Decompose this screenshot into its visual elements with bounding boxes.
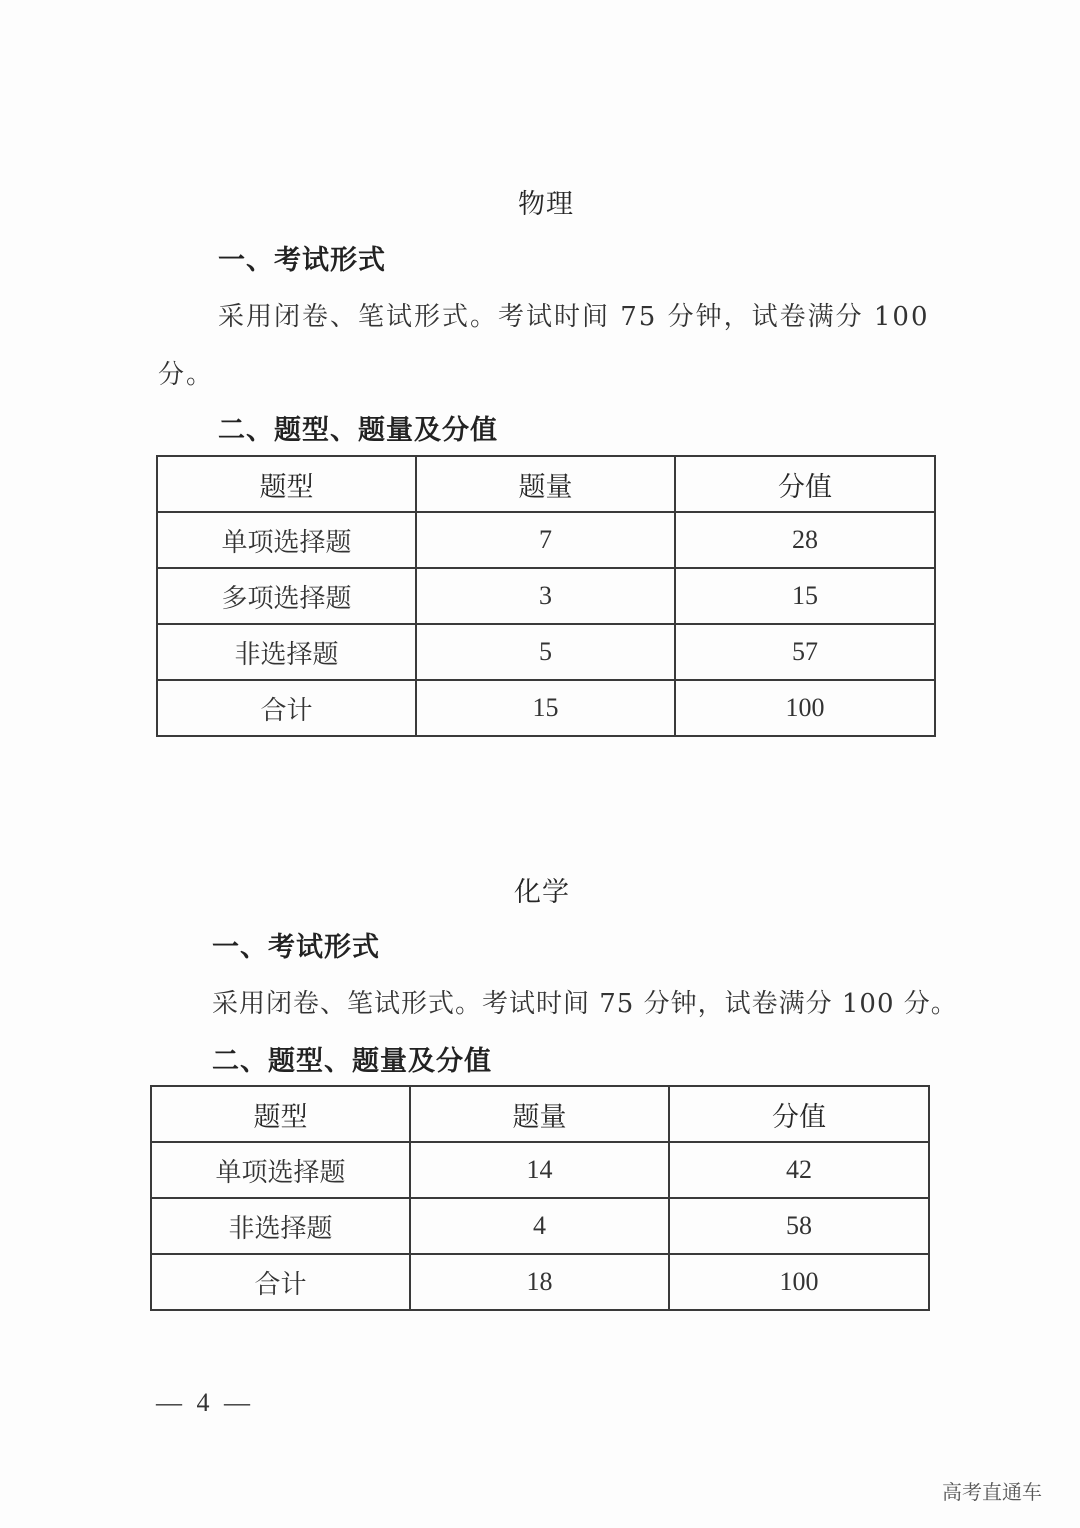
section-title-chemistry: 化学: [514, 877, 570, 908]
cell-score: 100: [675, 680, 935, 736]
header-count: 题量: [416, 456, 675, 512]
cell-score: 28: [675, 512, 935, 568]
table-header-row: [157, 456, 935, 512]
question-types-heading: 二、题型、题量及分值: [212, 1046, 492, 1077]
cell-type: 非选择题: [151, 1198, 410, 1254]
table-row: [157, 624, 935, 680]
exam-format-heading: 一、考试形式: [218, 245, 386, 276]
exam-format-text-cont: 分。: [158, 360, 215, 390]
header-score: 分值: [675, 456, 935, 512]
question-types-heading: 二、题型、题量及分值: [218, 415, 498, 446]
cell-count: 3: [416, 568, 675, 624]
table-row: [151, 1142, 929, 1198]
cell-count: 15: [416, 680, 675, 736]
exam-format-heading: 一、考试形式: [212, 932, 380, 963]
header-type: 题型: [151, 1086, 410, 1142]
cell-count: 18: [410, 1254, 669, 1310]
cell-count: 14: [410, 1142, 669, 1198]
header-count: 题量: [410, 1086, 669, 1142]
table-total-row: [151, 1254, 929, 1310]
cell-score: 58: [669, 1198, 929, 1254]
cell-score: 15: [675, 568, 935, 624]
watermark: 高考直通车: [942, 1480, 1042, 1504]
cell-type: 单项选择题: [151, 1142, 410, 1198]
cell-type: 非选择题: [157, 624, 416, 680]
exam-format-text: 采用闭卷、笔试形式。考试时间 75 分钟，试卷满分 100: [218, 302, 930, 332]
cell-score: 57: [675, 624, 935, 680]
physics-score-table: [156, 455, 936, 737]
cell-score: 42: [669, 1142, 929, 1198]
cell-count: 4: [410, 1198, 669, 1254]
cell-type: 单项选择题: [157, 512, 416, 568]
cell-count: 7: [416, 512, 675, 568]
header-score: 分值: [669, 1086, 929, 1142]
page-number: — 4 —: [156, 1388, 254, 1417]
table-row: [157, 568, 935, 624]
header-type: 题型: [157, 456, 416, 512]
chemistry-score-table: [150, 1085, 930, 1311]
section-title-physics: 物理: [518, 189, 574, 220]
cell-type: 多项选择题: [157, 568, 416, 624]
table-row: [157, 512, 935, 568]
table-total-row: [157, 680, 935, 736]
exam-format-text: 采用闭卷、笔试形式。考试时间 75 分钟，试卷满分 100 分。: [212, 989, 958, 1019]
table-header-row: [151, 1086, 929, 1142]
cell-type: 合计: [151, 1254, 410, 1310]
cell-score: 100: [669, 1254, 929, 1310]
cell-type: 合计: [157, 680, 416, 736]
cell-count: 5: [416, 624, 675, 680]
table-row: [151, 1198, 929, 1254]
